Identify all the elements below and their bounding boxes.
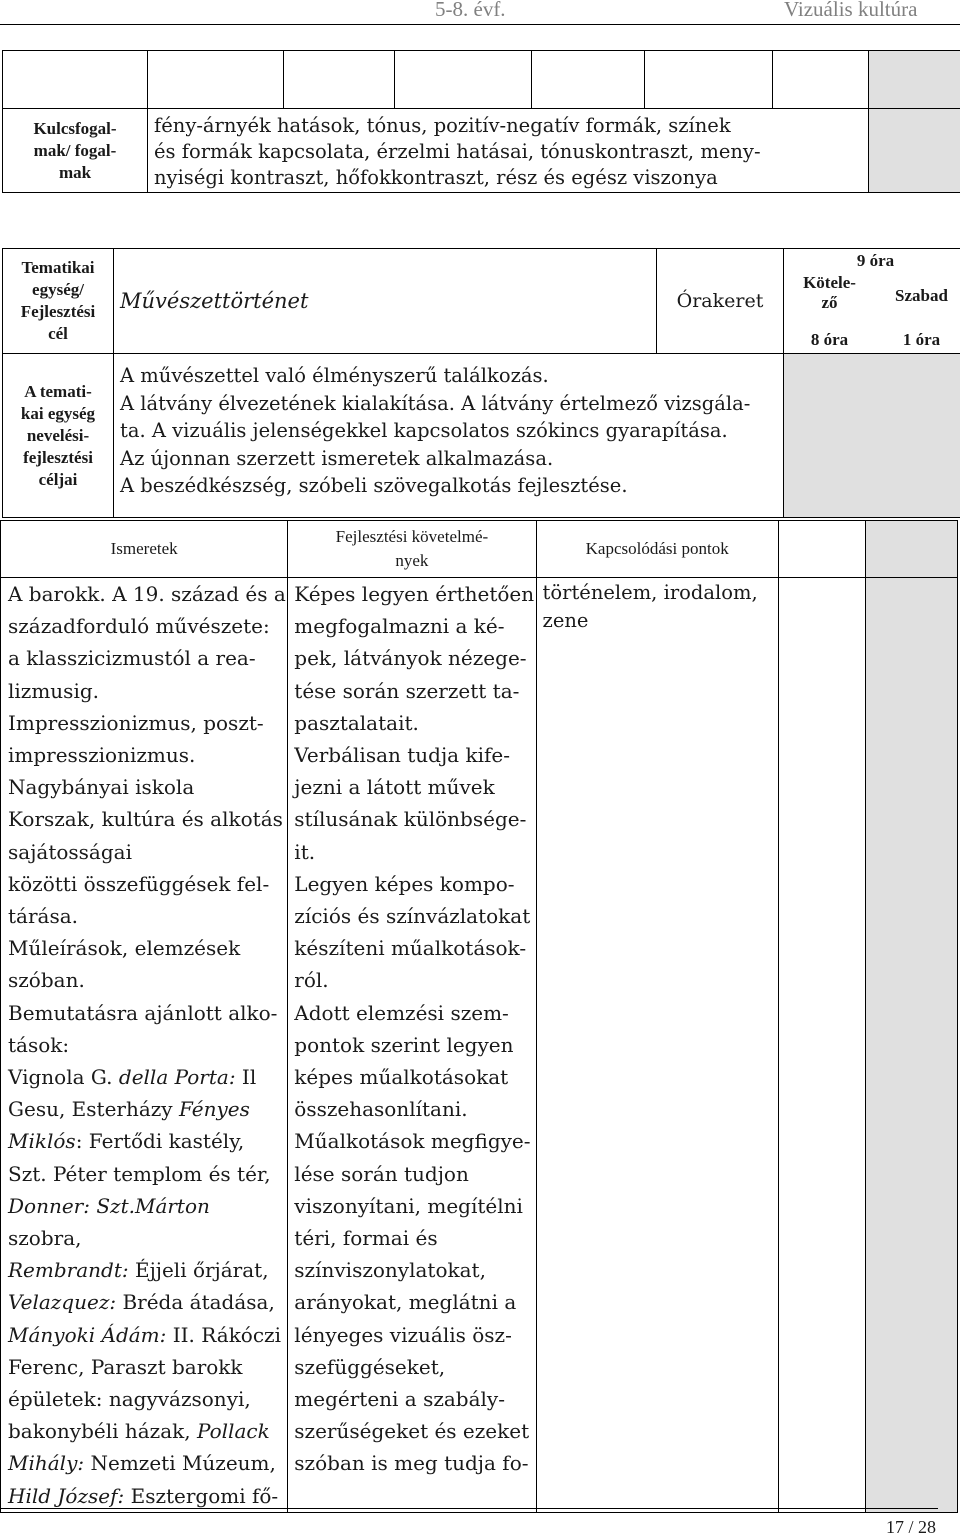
unit-label: Tematikai egység/ Fejlesztési cél	[3, 249, 114, 354]
col-header-knowledge: Ismeretek	[1, 521, 288, 578]
concepts-text: fény-árnyék hatások, tónus, pozitív-negatív formák, színek és formák kapcsolata, érzelmi hatásai, tónuskontraszt, meny- nyiségi kontraszt, hőfokkontraszt, rész és egész viszonya	[148, 109, 869, 193]
col-header-connections: Kapcsolódási pontok	[536, 521, 778, 578]
total-hours: 9 óra	[856, 251, 895, 270]
goals-text: A művészettel való élményszerű találkozás. A látvány élvezetének kialakítása. A látvány értelmező vizsgála- ta. A vizuális jelenségekkel kapcsolatos szókincs gyarapítása. Az újonnan szerzett ismeretek alkalmazása. A beszédkészség, szóbeli szövegalkotás fejlesztése.	[114, 354, 784, 518]
unit-table	[2, 248, 960, 518]
subject-label: Vizuális kultúra	[784, 0, 918, 21]
free-hours: 1 óra	[902, 330, 941, 349]
col-header-requirements: Fejlesztési követelmé- nyek	[288, 521, 536, 578]
concepts-table	[2, 50, 960, 193]
free-label: Szabad	[895, 286, 948, 305]
footer-rule	[0, 1508, 938, 1509]
knowledge-text: A barokk. A 19. század és a századforduló művészete: a klasszicizmustól a rea- lizmusig. Impresszionizmus, poszt- impresszionizmus. Nagybányai iskola Korszak, kultúra és alkotás sajátosságai közötti összefüggések fel- tárása. Műleírások, elemzések szóban. Bemutatásra ajánlott alko- tások: Vignola G. della Porta: Il Gesu, Esterházy Fényes Miklós: Fertődi kastély, Szt. Péter templom és tér, Donner: Szt.Márton szobra, Rembrandt: Éjjeli őrjárat, Velazquez: Bréda átadása, Mányoki Ádám: II. Rákóczi Ferenc, Paraszt barokk épületek: nagyvázsonyi, bakonybéli házak, Pollack Mihály: Nemzeti Múzeum, Hild József: Esztergomi fő-	[1, 578, 288, 1513]
content-table	[0, 520, 958, 1513]
page-header	[0, 0, 960, 24]
unit-title: Művészettörténet	[114, 249, 657, 354]
requirements-text: Képes legyen érthetően megfogalmazni a ké- pek, látványok nézege- tése során szerzett ta- pasztalatait. Verbálisan tudja kife- jezni a látott művek stílusának különbsége- it. Legyen képes kompo- zíciós és színvázlatokat készíteni műalkotások- ról. Adott elemzési szem- pontok szerint legyen képes műalkotásokat összehasonlítani. Műalkotások megfigye- lése során tudjon viszonyítani, megítélni téri, formai és színviszonylatokat, arányokat, meglátni a lényeges vizuális ösz- szefüggéseket, megérteni a szabály- szerűségeket és ezeket szóban is meg tudja fo-	[288, 578, 536, 1513]
goals-label: A temati- kai egység nevelési- fejlesztési céljai	[3, 354, 114, 518]
concepts-label: Kulcsfogal- mak/ fogal- mak	[3, 109, 148, 193]
hours-label: Órakeret	[657, 249, 784, 354]
hours-box	[784, 249, 960, 354]
page-number: 17 / 28	[885, 1517, 936, 1537]
mandatory-hours: 8 óra	[810, 330, 849, 349]
connections-text: történelem, irodalom, zene	[536, 578, 778, 1513]
header-rule	[0, 24, 960, 25]
mandatory-label: Kötele- ző	[803, 273, 856, 312]
grade-label: 5-8. évf.	[435, 0, 506, 21]
